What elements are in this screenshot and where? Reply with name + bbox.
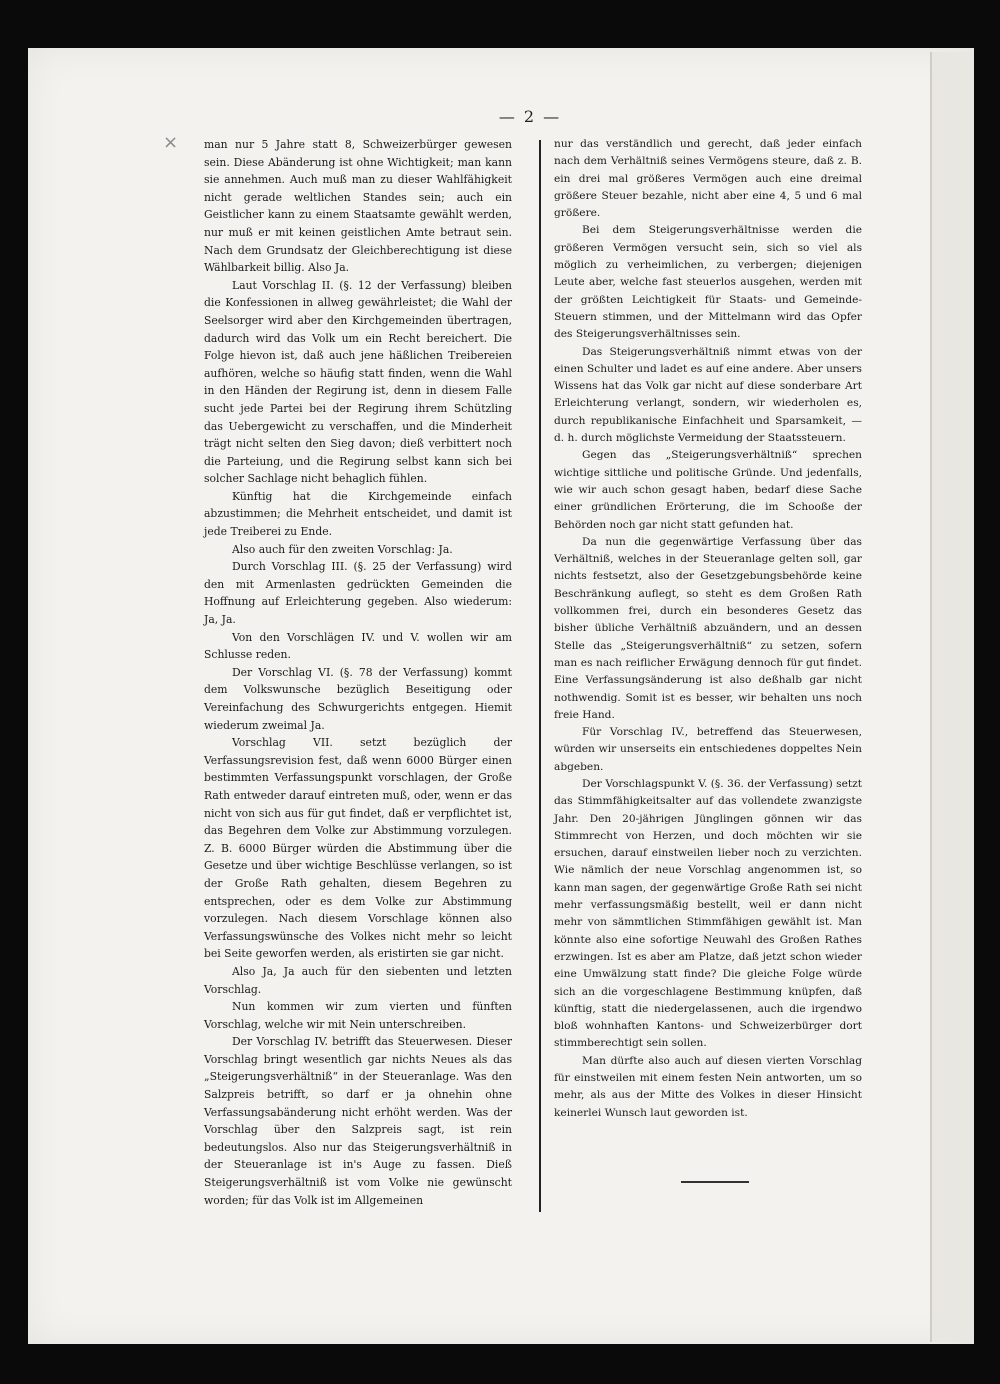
paragraph: Gegen das „Steigerungsverhältniß“ sprechen wichtige sittliche und politische Gründe. Und jedenfalls, wie wir auch schon gesagt haben, bedarf diese Sache einer gründlichen Erörterung, die im Schooße der Behörden noch gar nicht statt gefunden hat. — [554, 449, 862, 531]
column-divider — [539, 140, 541, 1212]
paragraph: nur das verständlich und gerecht, daß jeder einfach nach dem Verhältniß seines Vermögens steure, daß z. B. ein drei mal größeres Vermögen auch eine dreimal größere Steuer bezahle, nicht aber eine 4, 5 und 6 mal größere. — [554, 138, 862, 220]
paragraph: Also auch für den zweiten Vorschlag: Ja. — [232, 542, 453, 556]
paragraph: Laut Vorschlag II. (§. 12 der Verfassung) bleiben die Konfessionen in allweg gewährleistet; die Wahl der Seelsorger wird aber den Kirchgemeinden übertragen, dadurch wird das Volk um ein Recht bereichert. Die Folge hievon ist, daß auch jene häßlichen Treibereien aufhören, welche so häufig statt finden, wenn die Wahl in den Händen der Regirung ist, denn in diesem Falle sucht jede Partei bei der Regirung ihrem Schützling das Uebergewicht zu verschaffen, und die Minderheit trägt nicht selten den Sieg davon; dieß verbittert noch die Parteiung, und die Regirung selbst kann sich bei solcher Sachlage nicht behaglich fühlen. — [204, 278, 512, 486]
paragraph: Für Vorschlag IV., betreffend das Steuerwesen, würden wir unserseits ein entschiedenes doppeltes Nein abgeben. — [554, 726, 862, 773]
paragraph: Künftig hat die Kirchgemeinde einfach abzustimmen; die Mehrheit entscheidet, und damit ist jede Treiberei zu Ende. — [204, 489, 512, 539]
end-rule — [681, 1181, 749, 1183]
paragraph: Da nun die gegenwärtige Verfassung über das Verhältniß, welches in der Steueranlage gelten soll, gar nichts festsetzt, also der Gesetzgebungsbehörde keine Beschränkung auflegt, so steht es dem Großen Rath vollkommen frei, durch ein besonderes Gesetz das bisher übliche Verhältniß abzuändern, und an dessen Stelle das „Steigerungsverhältniß“ zu setzen, sofern man es nach reiflicher Erwägung dennoch für gut findet. Eine Verfassungsänderung ist also deßhalb gar nicht nothwendig. Somit ist es besser, wir behalten uns noch freie Hand. — [554, 535, 862, 721]
paragraph: Durch Vorschlag III. (§. 25 der Verfassung) wird den mit Armenlasten gedrückten Gemeinden die Hoffnung auf Erleichterung gegeben. Also wiederum: Ja, Ja. — [204, 560, 512, 627]
paragraph: Von den Vorschlägen IV. und V. wollen wir am Schlusse reden. — [204, 630, 512, 662]
paragraph: Also Ja, Ja auch für den siebenten und letzten Vorschlag. — [204, 964, 512, 996]
paragraph: man nur 5 Jahre statt 8, Schweizerbürger gewesen sein. Diese Abänderung ist ohne Wichtigkeit; man kann sie annehmen. Auch muß man zu dieser Wahlfähigkeit nicht gerade weltlichen Standes sein; auch ein Geistlicher kann zu einem Staatsamte gewählt werden, nur muß er mit keinen geistlichen Amte betraut sein. Nach dem Grundsatz der Gleichberechtigung ist diese Wählbarkeit billig. Also Ja. — [204, 138, 512, 275]
paragraph: Der Vorschlagspunkt V. (§. 36. der Verfassung) setzt das Stimmfähigkeitsalter auf das vollendete zwanzigste Jahr. Den 20-jährigen Jünglingen gönnen wir das Stimmrecht von Herzen, und doch möchten wir sie ersuchen, darauf einstweilen lieber noch zu verzichten. Wie nämlich der neue Vorschlag angenommen ist, so kann man sagen, der gegenwärtige Große Rath sei nicht mehr verfassungsmäßig bestellt, weil er dann nicht mehr von sämmtlichen Stimmfähigen gewählt ist. Man könnte also eine sofortige Neuwahl des Großen Rathes erzwingen. Ist es aber am Platze, daß jetzt schon wieder eine Umwälzung statt finde? Die gleiche Folge würde sich an die vorgeschlagene Bestimmung knüpfen, daß künftig, statt die niedergelassenen, auch die irgendwo bloß wohnhaften Kantons- und Schweizerbürger dort stimmberechtigt sein sollen. — [554, 777, 862, 1050]
scan-background — [974, 0, 1000, 1384]
paragraph: Der Vorschlag VI. (§. 78 der Verfassung) kommt dem Volkswunsche bezüglich Beseitigung oder Vereinfachung des Schwurgerichts entgegen. Hiemit wiederum zweimal Ja. — [204, 665, 512, 732]
paragraph: Nun kommen wir zum vierten und fünften Vorschlag, welche wir mit Nein unterschreiben. — [204, 1000, 512, 1031]
page-number: — 2 — — [498, 107, 562, 126]
paragraph: Man dürfte also auch auf diesen vierten Vorschlag für einstweilen mit einem festen Nein antworten, um so mehr, als aus der Mitte des Volkes in dieser Hinsicht keinerlei Wunsch laut geworden ist. — [554, 1054, 862, 1119]
paragraph: Bei dem Steigerungsverhältnisse werden die größeren Vermögen versucht sein, sich so viel als möglich zu verheimlichen, zu verbergen; diejenigen Leute aber, welche fast steuerlos ausgehen, werden mit der größten Leichtigkeit für Staats- und Gemeinde-Steuern stimmen, und der Mittelmann wird das Opfer des Steigerungsverhältnisses sein. — [554, 224, 862, 341]
paragraph: Das Steigerungsverhältniß nimmt etwas von der einen Schulter und ladet es auf eine andere. Aber unsers Wissens hat das Volk gar nicht auf diese sonderbare Art Erleichterung verlangt, sondern, wir wiederholen es, durch republikanische Einfachheit und Sparsamkeit, — d. h. durch möglichste Vermeidung der Staatssteuern. — [554, 345, 862, 445]
next-page-edge — [930, 52, 976, 1342]
paragraph: Der Vorschlag IV. betrifft das Steuerwesen. Dieser Vorschlag bringt wesentlich gar nichts Neues als das „Steigerungsverhältniß“ in der Steueranlage. Was den Salzpreis betrifft, so darf er ja ohnehin ohne Verfassungsabänderung nicht erhöht werden. Was der Vorschlag über den Salzpreis sagt, ist rein bedeutungslos. Also nur das Steigerungsverhältniß in der Steueranlage ist in's Auge zu fassen. Dieß Steigerungsverhältniß ist vom Volke nie gewünscht worden; für das Volk ist im Allgemeinen — [204, 1035, 512, 1207]
pencil-mark: × — [163, 132, 179, 153]
right-column — [554, 136, 862, 1122]
left-column — [204, 136, 512, 1209]
paragraph: Vorschlag VII. setzt bezüglich der Verfassungsrevision fest, daß wenn 6000 Bürger einen bestimmten Verfassungspunkt vorschlagen, der Große Rath entweder darauf eintreten muß, oder, wenn er das nicht von sich aus für gut findet, daß er verpflichtet ist, das Begehren dem Volke zur Abstimmung vorzulegen. Z. B. 6000 Bürger würden die Abstimmung über die Gesetze und über wichtige Beschlüsse verlangen, so ist der Große Rath gehalten, diesem Begehren zu entsprechen, oder es dem Volke zur Abstimmung vorzulegen. Nach diesem Vorschlage können also Verfassungswünsche des Volkes nicht mehr so leicht bei Seite geworfen werden, als eristirten sie gar nicht. — [204, 736, 512, 961]
